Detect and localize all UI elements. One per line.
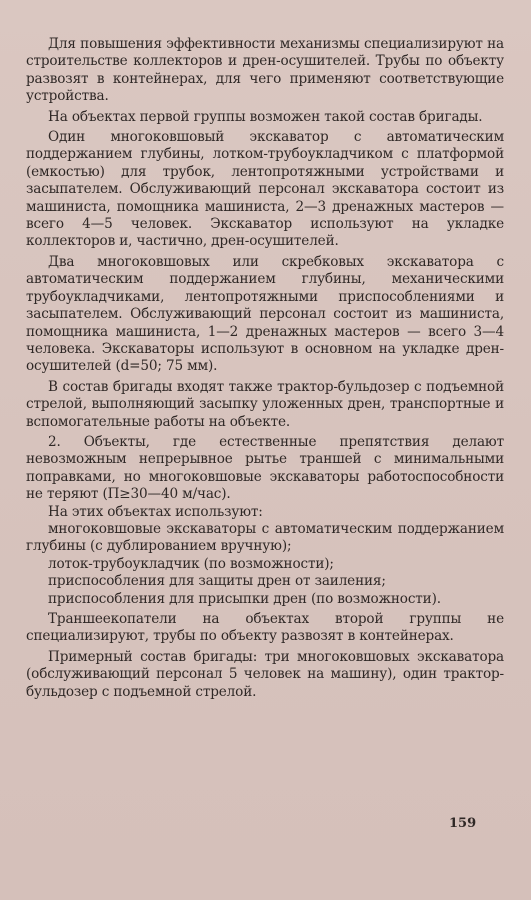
paragraph-1: Для повышения эффективности механизмы специализируют на строительстве коллекторов и дрен-осушителей. Трубы по объекту развозят в контейнерах, для чего применяют соответствующие устройства.: [26, 36, 504, 105]
paragraph-6: 2. Объекты, где естественные препятствия делают невозможным непрерывное рытье траншей с минимальными поправками, но многоковшовые экскаваторы работоспособности не теряют (П≥30—40 м/час).: [26, 433, 504, 503]
paragraph-8: Траншеекопатели на объектах второй группы не специализируют, трубы по объекту развозят в контейнерах.: [26, 611, 504, 645]
paragraph-4: Два многоковшовых или скребковых экскаватора с автоматическим поддержанием глубины, механическими трубоукладчиками, лентопротяжными приспособлениями и засыпателем. Обслуживающий персонал состоит из машиниста, помощника машиниста, 1—2 дренажных мастеров — всего 3—4 человека. Экскаваторы используют в основном на укладке дрен-осушителей (d=50; 75 мм).: [26, 253, 504, 375]
paragraph-9: Примерный состав бригады: три многоковшовых экскаватора (обслуживающий персонал 5 человек на машину), один трактор-бульдозер с подъемной стрелой.: [26, 648, 504, 700]
paragraph-2: На объектах первой группы возможен такой состав бригады.: [48, 108, 483, 125]
page-number: 159: [449, 816, 477, 831]
list-item-2: лоток-трубоукладчик (по возможности);: [48, 555, 334, 572]
paragraph-7: На этих объектах используют:: [48, 503, 263, 520]
body-text: [26, 36, 504, 701]
list-item-4: приспособления для присыпки дрен (по возможности).: [48, 590, 441, 607]
list-item-3: приспособления для защиты дрен от заиления;: [48, 573, 386, 590]
paragraph-5: В состав бригады входят также трактор-бульдозер с подъемной стрелой, выполняющий засыпку уложенных дрен, транспортные и вспомогательные работы на объекте.: [26, 378, 504, 430]
list-item-1: многоковшовые экскаваторы с автоматическим поддержанием глубины (с дублированием вручную);: [26, 520, 504, 555]
paragraph-3: Один многоковшовый экскаватор с автоматическим поддержанием глубины, лотком-трубоукладчиком с платформой (емкостью) для трубок, лентопротяжными устройствами и засыпателем. Обслуживающий персонал экскаватора состоит из машиниста, помощника машиниста, 2—3 дренажных мастеров — всего 4—5 человек. Экскаватор используют на укладке коллекторов и, частично, дрен-осушителей.: [26, 129, 504, 250]
